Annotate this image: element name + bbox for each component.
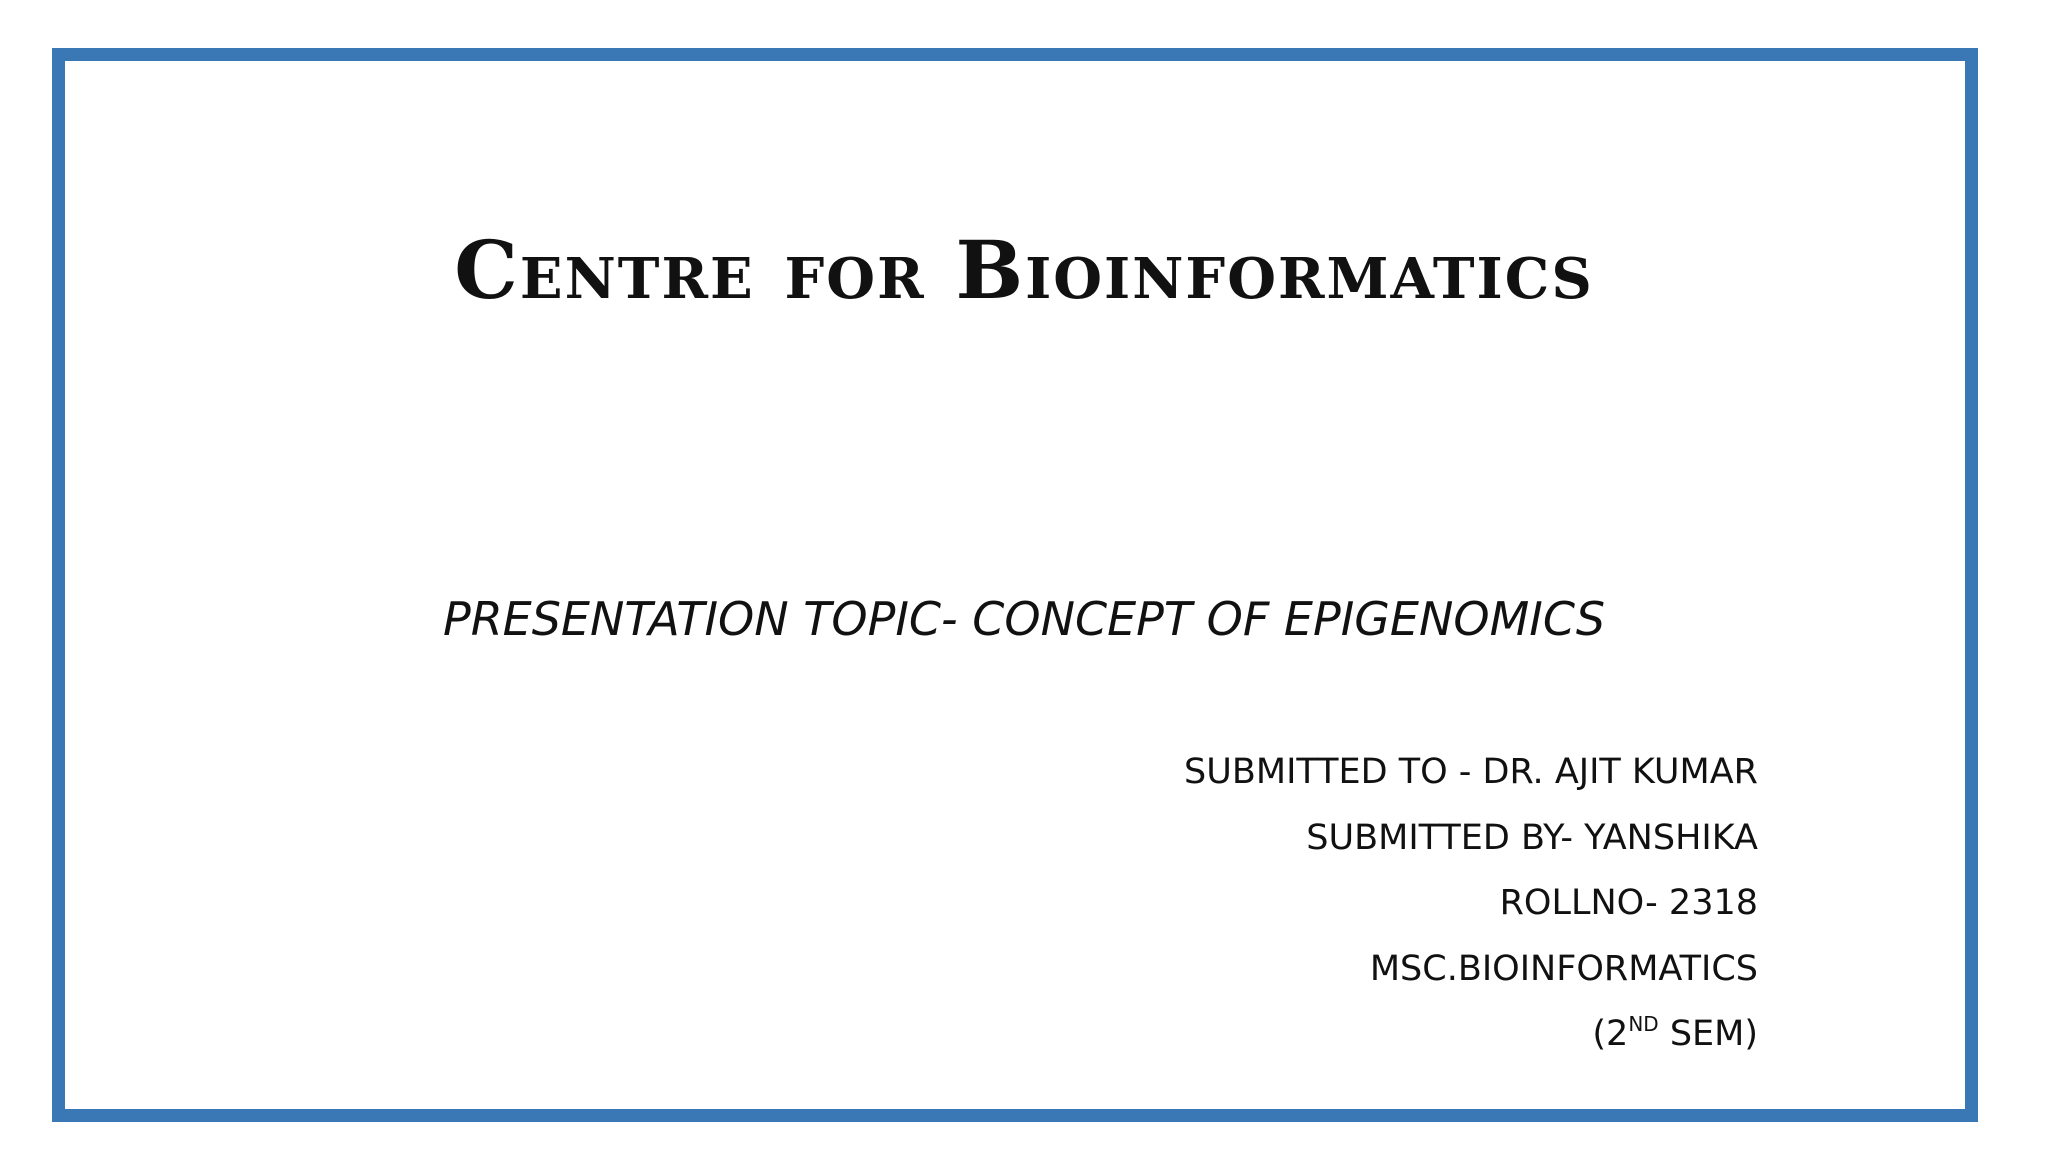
presentation-topic: PRESENTATION TOPIC- CONCEPT OF EPIGENOMICS xyxy=(442,592,1606,646)
submitted-by-line: SUBMITTED BY- YANSHIKA xyxy=(1306,817,1758,858)
course-line: MSC.BIOINFORMATICS xyxy=(1369,948,1758,989)
semester-open: (2 xyxy=(1592,1014,1629,1054)
semester-close: SEM) xyxy=(1658,1014,1758,1054)
roll-number-line: ROLLNO- 2318 xyxy=(1499,883,1758,923)
semester-ordinal-suffix: ND xyxy=(1628,1012,1659,1036)
semester-line xyxy=(558,1012,1758,1078)
submission-details xyxy=(558,750,1758,1078)
submitted-to-line: SUBMITTED TO - DR. AJIT KUMAR xyxy=(1184,752,1758,792)
slide-title: Centre for Bioinformatics xyxy=(454,223,1594,317)
